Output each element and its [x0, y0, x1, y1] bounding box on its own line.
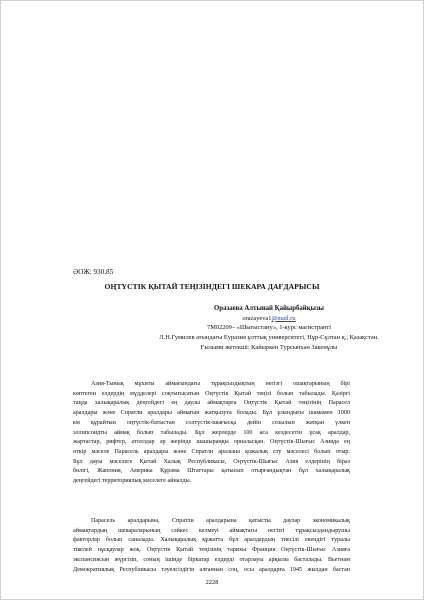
paragraph-line: км құрайтын оңтүстік-батыстан солтүстік-шығысқа дейін созылып жатқан үлкен: [73, 419, 350, 426]
paragraph-line: деңгейдегі территориялық мәселеге айналды.: [73, 478, 192, 485]
paragraph-line: Демократиялық Республикасы тәуелсіздігін алғаннан соң, осы аралдарға 1945 жылдан бастап: [73, 566, 350, 573]
udc-code: ӘОЖ: 930.85: [73, 268, 114, 276]
author-program: 7М02209– «Шығыстану», 1-курс магистранті: [207, 324, 331, 332]
paragraph-line: аймақтардың шекараларының сәйкес келмеуі аймақтағы негізгі тұрақсыздандырушы: [73, 527, 350, 534]
author-supervisor: Ғылыми жетекші: Кайыркен Турсынхан Закенұлы: [200, 343, 338, 351]
author-email: [151, 314, 387, 324]
paragraph-1: [73, 380, 350, 487]
paragraph-line: тікелей нұсқаулар жоқ. Оңтүстік Қытай теңізінің тарихы Франция Оңтүстік-Шығыс Азияға: [73, 547, 350, 554]
author-block: [151, 304, 387, 353]
paragraph-line: Бұл дауы мәселеге Қытай Халық Республикасы, Оңтүстік-Шығыс Азия елдерінің біраз: [73, 458, 350, 465]
paragraph-line: аралдары және Спратли аралдары аймағын жатқызуға болады. Бұл ұзындығы шамамен 1000: [73, 410, 350, 417]
paragraph-line: өткір мәселе Парасель аралдары және Спратли аралына қожалық ету мәселесі болып отыр.: [73, 448, 350, 455]
paragraph-line: Азия-Тынық мұхиты аймағындағы тұрақсыздықтың негізгі ошақтарының бірі: [91, 381, 350, 387]
article-title: ОҢТҮСТІК ҚЫТАЙ ТЕҢІЗІНДЕГІ ШЕКАРА ДАҒДАРЫСЫ: [104, 282, 320, 291]
paragraph-line: экспансиясын жүргізіп, соның ішінде біркатар елдерді отарлауы арқылы басталады. Вьетнам: [73, 556, 350, 563]
paragraph-line: жартастар, рифтер, атоллдар әр жерінде шашыраңқы орналасқан. Оңтүстік-Шығыс Азияда ең: [73, 439, 350, 446]
paragraph-line: таңда халықаралық деңгейдегі ең даулы аймақтарға Оңтүстік Қытай теңізінің Парасел: [73, 400, 350, 407]
paragraph-line: бөлігі, Жапония, Америка Құрама Штаттары қатысып отырғандықтан бұл халықаралық: [73, 468, 350, 475]
email-user: orazayeva1: [242, 314, 272, 322]
email-link[interactable]: @mail.ru: [271, 314, 296, 322]
paragraph-2: [73, 517, 350, 575]
paragraph-line: көптеген елдердің мүдделері соқтығысатын Оңтүстік Қытай теңізі болып табылады. Қазіргі: [73, 390, 350, 397]
author-university: Л.Н.Гумилев атындағы Еуразия ұлттық университеті, Нұр-Сұлтан қ., Қазақстан.: [159, 334, 379, 342]
paragraph-line: эллипсоидты аймақ болып табылады. Бұл жерлерде 100 аса кездесетін ұсақ аралдар,: [73, 429, 350, 436]
page-number: 2228: [205, 579, 219, 586]
author-name: Оразаева Алтынай Қайырбайқызы: [214, 305, 324, 312]
paragraph-line: Парасель аралдарына, Спратли аралдарына қатысты даулар экономикалық: [91, 518, 350, 524]
paragraph-line: факторлар болып саналады. Халықаралық құжатта бұл аралдардың тиесілі екендігі туралы: [73, 537, 350, 544]
